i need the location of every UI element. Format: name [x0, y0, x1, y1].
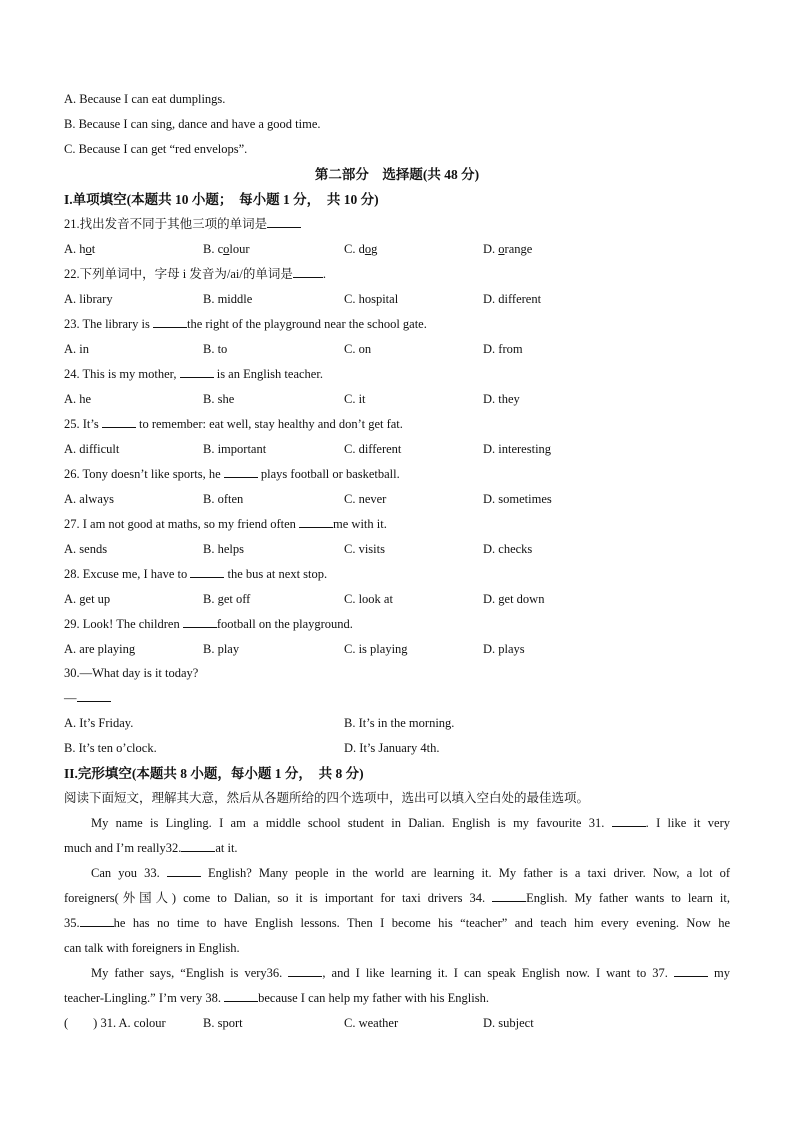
q22-option-a: A. library — [64, 292, 113, 306]
q21-option-b: B. colour — [203, 242, 250, 256]
q28-option-b: B. get off — [203, 592, 251, 606]
passage-p2-line2: foreigners(外国人) come to Dalian, so it is important for taxi drivers 34. English. My father wants to learn it, — [64, 886, 730, 911]
q29-option-b: B. play — [203, 642, 240, 656]
answer-blank — [180, 363, 214, 378]
question-30-reply: — — [64, 686, 111, 711]
q22-option-b: B. middle — [203, 292, 253, 306]
passage-p2-line3: 35. he has no time to have English lessons. Then I become his “teacher” and teach him every evening. Now he — [64, 911, 730, 936]
q21-option-d: D. orange — [483, 242, 533, 256]
question-26: 26. Tony doesn’t like sports, he plays football or basketball. — [64, 462, 400, 487]
q29-option-a: A. are playing — [64, 642, 136, 656]
q24-option-a: A. he — [64, 392, 92, 406]
q30-option-a: A. It’s Friday. — [64, 716, 134, 730]
question-27: 27. I am not good at maths, so my friend often me with it. — [64, 512, 387, 537]
passage-p2-line1: Can you 33. English? Many people in the world are learning it. My father is a taxi driver. Now, a lot of — [64, 861, 730, 886]
answer-blank — [267, 213, 301, 228]
answer-blank — [102, 413, 136, 428]
q27-option-b: B. helps — [203, 542, 244, 556]
answer-blank — [288, 962, 322, 977]
question-stem: 22.下列单词中，字母 i 发音为/ai/的单词是 — [64, 267, 293, 281]
q23-option-d: D. from — [483, 342, 523, 356]
q21-option-c: C. dog — [344, 242, 378, 256]
answer-blank — [293, 263, 323, 278]
q26-option-a: A. always — [64, 492, 114, 506]
answer-blank — [77, 687, 111, 702]
question-21 — [64, 212, 301, 237]
q29-option-d: D. plays — [483, 642, 525, 656]
answer-blank — [674, 962, 708, 977]
q28-option-d: D. get down — [483, 592, 545, 606]
q30-option-c: B. It’s ten o’clock. — [64, 741, 157, 755]
question-28: 28. Excuse me, I have to the bus at next stop. — [64, 562, 327, 587]
passage-p2-line4: can talk with foreigners in English. — [64, 941, 240, 955]
question-24: 24. This is my mother, is an English teacher. — [64, 362, 323, 387]
q31-option-a: ( ) 31. A. colour — [64, 1016, 166, 1030]
passage-p1-line2: much and I’m really32. at it. — [64, 836, 730, 861]
answer-blank — [153, 313, 187, 328]
answer-blank — [299, 513, 333, 528]
q30-option-d: D. It’s January 4th. — [344, 741, 440, 755]
q22-option-d: D. different — [483, 292, 542, 306]
answer-blank — [492, 887, 526, 902]
q31-option-c: C. weather — [344, 1016, 399, 1030]
q30-option-b: B. It’s in the morning. — [344, 716, 455, 730]
q25-option-b: B. important — [203, 442, 267, 456]
q23-option-b: B. to — [203, 342, 228, 356]
question-stem: 21.找出发音不同于其他三项的单词是 — [64, 217, 268, 231]
q26-option-c: C. never — [344, 492, 387, 506]
q25-option-d: D. interesting — [483, 442, 552, 456]
q25-option-a: A. difficult — [64, 442, 120, 456]
passage-p1-line1: My name is Lingling. I am a middle school student in Dalian. English is my favourite 31. . I like it very — [64, 811, 730, 836]
q24-option-c: C. it — [344, 392, 366, 406]
section-one-heading: I.单项填空(本题共 10 小题； 每小题 1 分， 共 10 分) — [64, 192, 379, 207]
q24-option-d: D. they — [483, 392, 520, 406]
q29-option-c: C. is playing — [344, 642, 408, 656]
q27-option-c: C. visits — [344, 542, 385, 556]
answer-blank — [612, 812, 646, 827]
question-25: 25. It’s to remember: eat well, stay healthy and don’t get fat. — [64, 412, 403, 437]
q26-option-b: B. often — [203, 492, 244, 506]
q23-option-c: C. on — [344, 342, 372, 356]
q26-option-d: D. sometimes — [483, 492, 552, 506]
q31-option-b: B. sport — [203, 1016, 243, 1030]
q31-option-d: D. subject — [483, 1016, 534, 1030]
q25-option-c: C. different — [344, 442, 402, 456]
question-29: 29. Look! The children football on the playground. — [64, 612, 353, 637]
q21-option-a: A. hot — [64, 242, 96, 256]
prev-option-c: C. Because I can get “red envelops”. — [64, 142, 248, 156]
answer-blank — [167, 862, 201, 877]
q23-option-a: A. in — [64, 342, 89, 356]
part-two-title: 第二部分 选择题(共 48 分) — [314, 167, 480, 182]
answer-blank — [224, 463, 258, 478]
q28-option-a: A. get up — [64, 592, 111, 606]
passage-p3-line1: My father says, “English is very36. , and I like learning it. I can speak English now. I want to 37. my — [64, 961, 730, 986]
answer-blank — [190, 563, 224, 578]
prev-option-b: B. Because I can sing, dance and have a good time. — [64, 117, 321, 131]
answer-blank — [80, 912, 114, 927]
answer-blank — [181, 837, 215, 852]
question-30: 30.—What day is it today? — [64, 666, 199, 680]
q27-option-a: A. sends — [64, 542, 108, 556]
question-22: 22.下列单词中，字母 i 发音为/ai/的单词是 . — [64, 262, 326, 287]
q28-option-c: C. look at — [344, 592, 393, 606]
answer-blank — [224, 987, 258, 1002]
section-two-instruction: 阅读下面短文，理解其大意，然后从各题所给的四个选项中，选出可以填入空白处的最佳选项。 — [64, 791, 590, 805]
q27-option-d: D. checks — [483, 542, 533, 556]
question-23: 23. The library is the right of the playground near the school gate. — [64, 312, 427, 337]
answer-blank — [183, 613, 217, 628]
passage-p3-line2: teacher-Lingling.” I’m very 38. because I can help my father with his English. — [64, 986, 730, 1011]
section-two-heading: II.完形填空(本题共 8 小题，每小题 1 分， 共 8 分) — [64, 766, 364, 781]
prev-option-a: A. Because I can eat dumplings. — [64, 92, 226, 106]
q24-option-b: B. she — [203, 392, 235, 406]
q22-option-c: C. hospital — [344, 292, 399, 306]
